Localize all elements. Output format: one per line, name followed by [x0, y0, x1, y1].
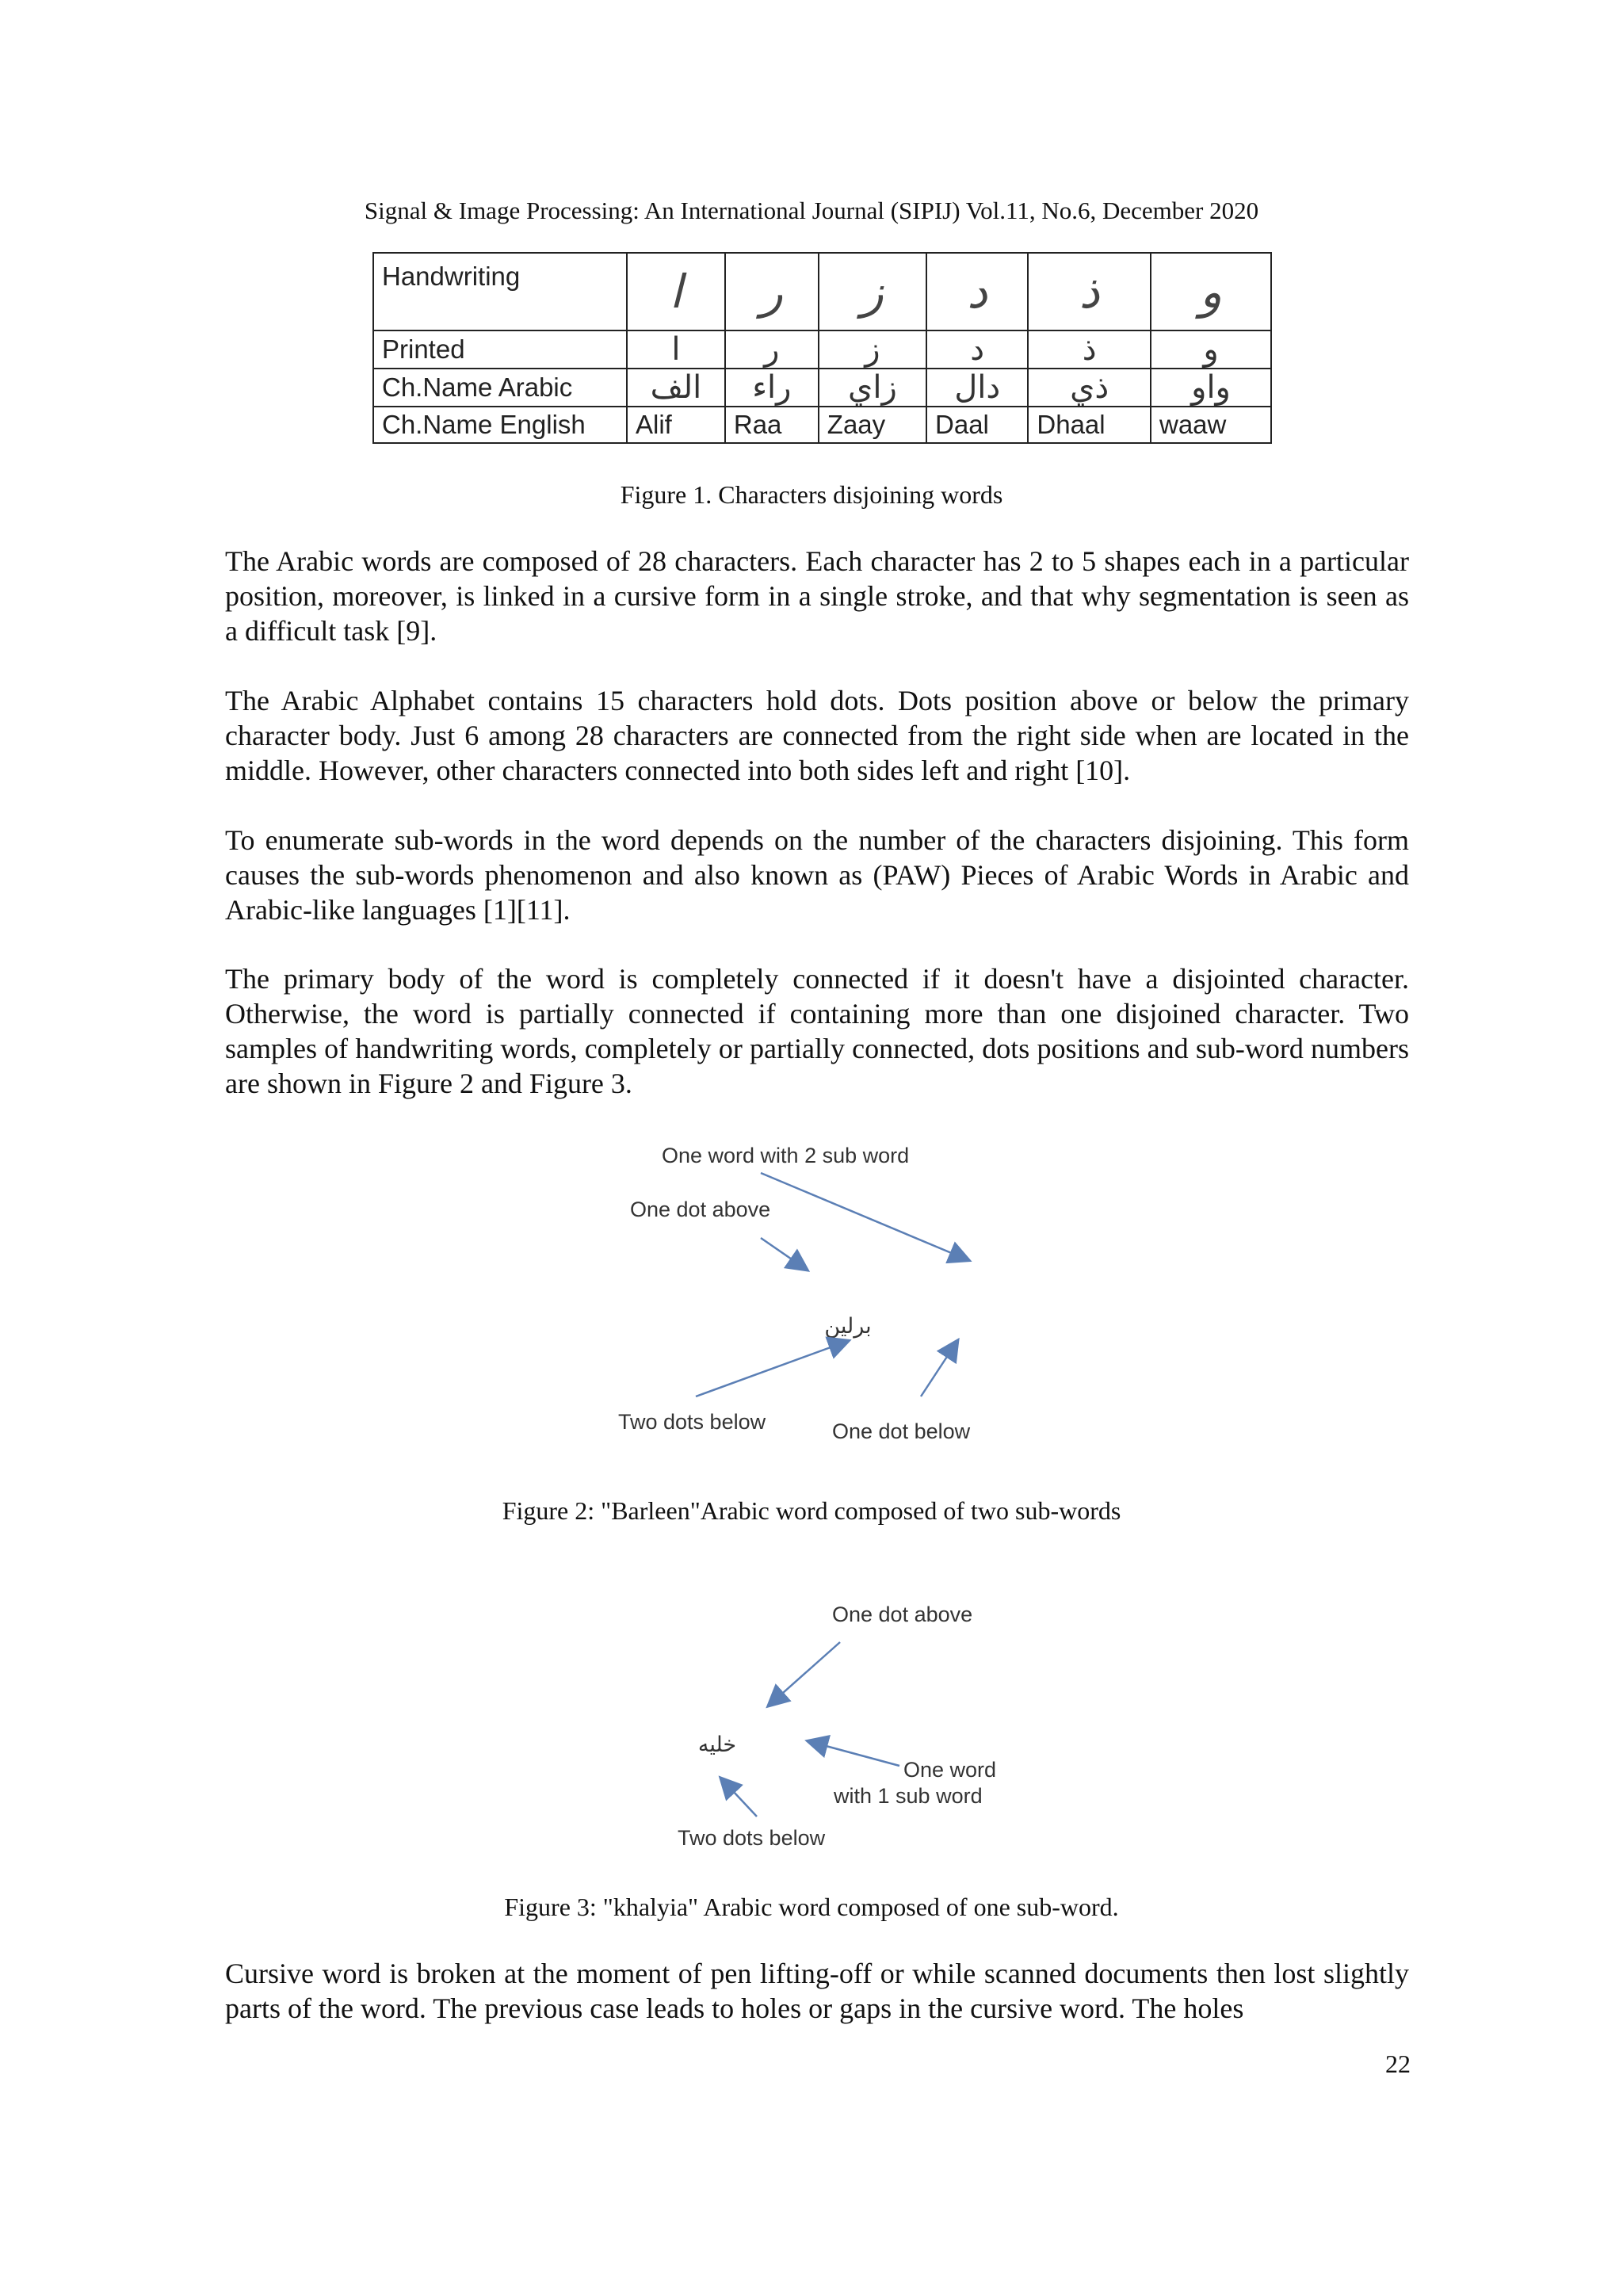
english-name: Daal [926, 407, 1028, 443]
hand-glyph: و [1151, 253, 1271, 330]
arrow [769, 1642, 840, 1706]
printed-glyph: د [926, 330, 1028, 369]
printed-glyph: ا [627, 330, 725, 369]
label-dot-above: One dot above [630, 1198, 771, 1221]
paragraph: Cursive word is broken at the moment of pen lifting-off or while scanned documents then lost slightly parts of the word. The previous case leads to holes or gaps in the cursive word. The holes [225, 1958, 1409, 2024]
label-sub-word: One word with 2 sub word [662, 1144, 910, 1167]
arabic-word-barleen: برلين [824, 1314, 872, 1338]
figure2-diagram [602, 1125, 1046, 1458]
arabic-name: دال [926, 369, 1028, 407]
arabic-name: زاي [819, 369, 926, 407]
table-row-name-arabic [373, 369, 1271, 407]
arrow [808, 1741, 899, 1766]
hand-glyph: ا [627, 253, 725, 330]
label-two-dots-below: Two dots below [618, 1410, 766, 1434]
arabic-name: الف [627, 369, 725, 407]
paragraph: The primary body of the word is completely connected if it doesn't have a disjointed character. Otherwise, the word is partially connected if containing more than one disjoined character. Two samples of handwriting words, completely or partially connected, dots positions and sub-word numbers are shown in Figure 2 and Figure 3. [225, 963, 1409, 1099]
row-label-name-english: Ch.Name English [373, 407, 627, 443]
table-row-name-english [373, 407, 1271, 443]
hand-glyph: ذ [1028, 253, 1151, 330]
arabic-name: ذي [1028, 369, 1151, 407]
arrow [921, 1341, 957, 1396]
paragraph: The Arabic Alphabet contains 15 characters hold dots. Dots position above or below the primary character body. Just 6 among 28 characters are connected from the right side when are located in the middle. However, other characters connected into both sides left and right [10]. [225, 685, 1409, 786]
label-dot-above: One dot above [832, 1603, 973, 1626]
paragraph: To enumerate sub-words in the word depends on the number of the characters disjoining. This form causes the sub-words phenomenon and also known as (PAW) Pieces of Arabic Words in Arabic and Arabic-like languages [1][11]. [225, 824, 1409, 926]
english-name: Alif [627, 407, 725, 443]
hand-glyph: ز [819, 253, 926, 330]
row-label-printed: Printed [373, 330, 627, 369]
row-label-name-arabic: Ch.Name Arabic [373, 369, 627, 407]
figure3-diagram [618, 1593, 1030, 1862]
printed-glyph: ز [819, 330, 926, 369]
figure3-caption: Figure 3: "khalyia" Arabic word composed of one sub-word. [504, 1893, 1119, 1921]
arabic-name: راء [725, 369, 819, 407]
arrow [761, 1173, 968, 1260]
english-name: Dhaal [1028, 407, 1151, 443]
arabic-word-khalyia: خليه [697, 1733, 737, 1756]
arrow [696, 1341, 848, 1396]
row-label-handwriting: Handwriting [373, 253, 627, 330]
running-header: Signal & Image Processing: An International Journal (SIPIJ) Vol.11, No.6, December 2020 [364, 197, 1259, 224]
page-number: 22 [1385, 2050, 1411, 2078]
printed-glyph: ذ [1028, 330, 1151, 369]
arrow [761, 1238, 807, 1270]
arrow [721, 1778, 757, 1817]
figure2-caption: Figure 2: "Barleen"Arabic word composed of two sub-words [502, 1496, 1121, 1525]
english-name: Raa [725, 407, 819, 443]
label-one-word: One word [903, 1758, 997, 1782]
table-row-printed [373, 330, 1271, 369]
paragraph: The Arabic words are composed of 28 characters. Each character has 2 to 5 shapes each in a particular position, moreover, is linked in a cursive form in a single stroke, and that why segmentation is seen as a difficult task [9]. [225, 545, 1409, 647]
hand-glyph: د [926, 253, 1028, 330]
hand-glyph: ر [725, 253, 819, 330]
label-with-1-sub-word: with 1 sub word [834, 1784, 983, 1808]
table-row-handwriting [373, 253, 1271, 330]
english-name: Zaay [819, 407, 926, 443]
figure1-caption: Figure 1. Characters disjoining words [620, 480, 1003, 509]
printed-glyph: و [1151, 330, 1271, 369]
printed-glyph: ر [725, 330, 819, 369]
characters-table [372, 252, 1272, 444]
label-one-dot-below: One dot below [832, 1419, 971, 1443]
label-two-dots-below: Two dots below [678, 1826, 826, 1850]
english-name: waaw [1151, 407, 1271, 443]
arabic-name: واو [1151, 369, 1271, 407]
